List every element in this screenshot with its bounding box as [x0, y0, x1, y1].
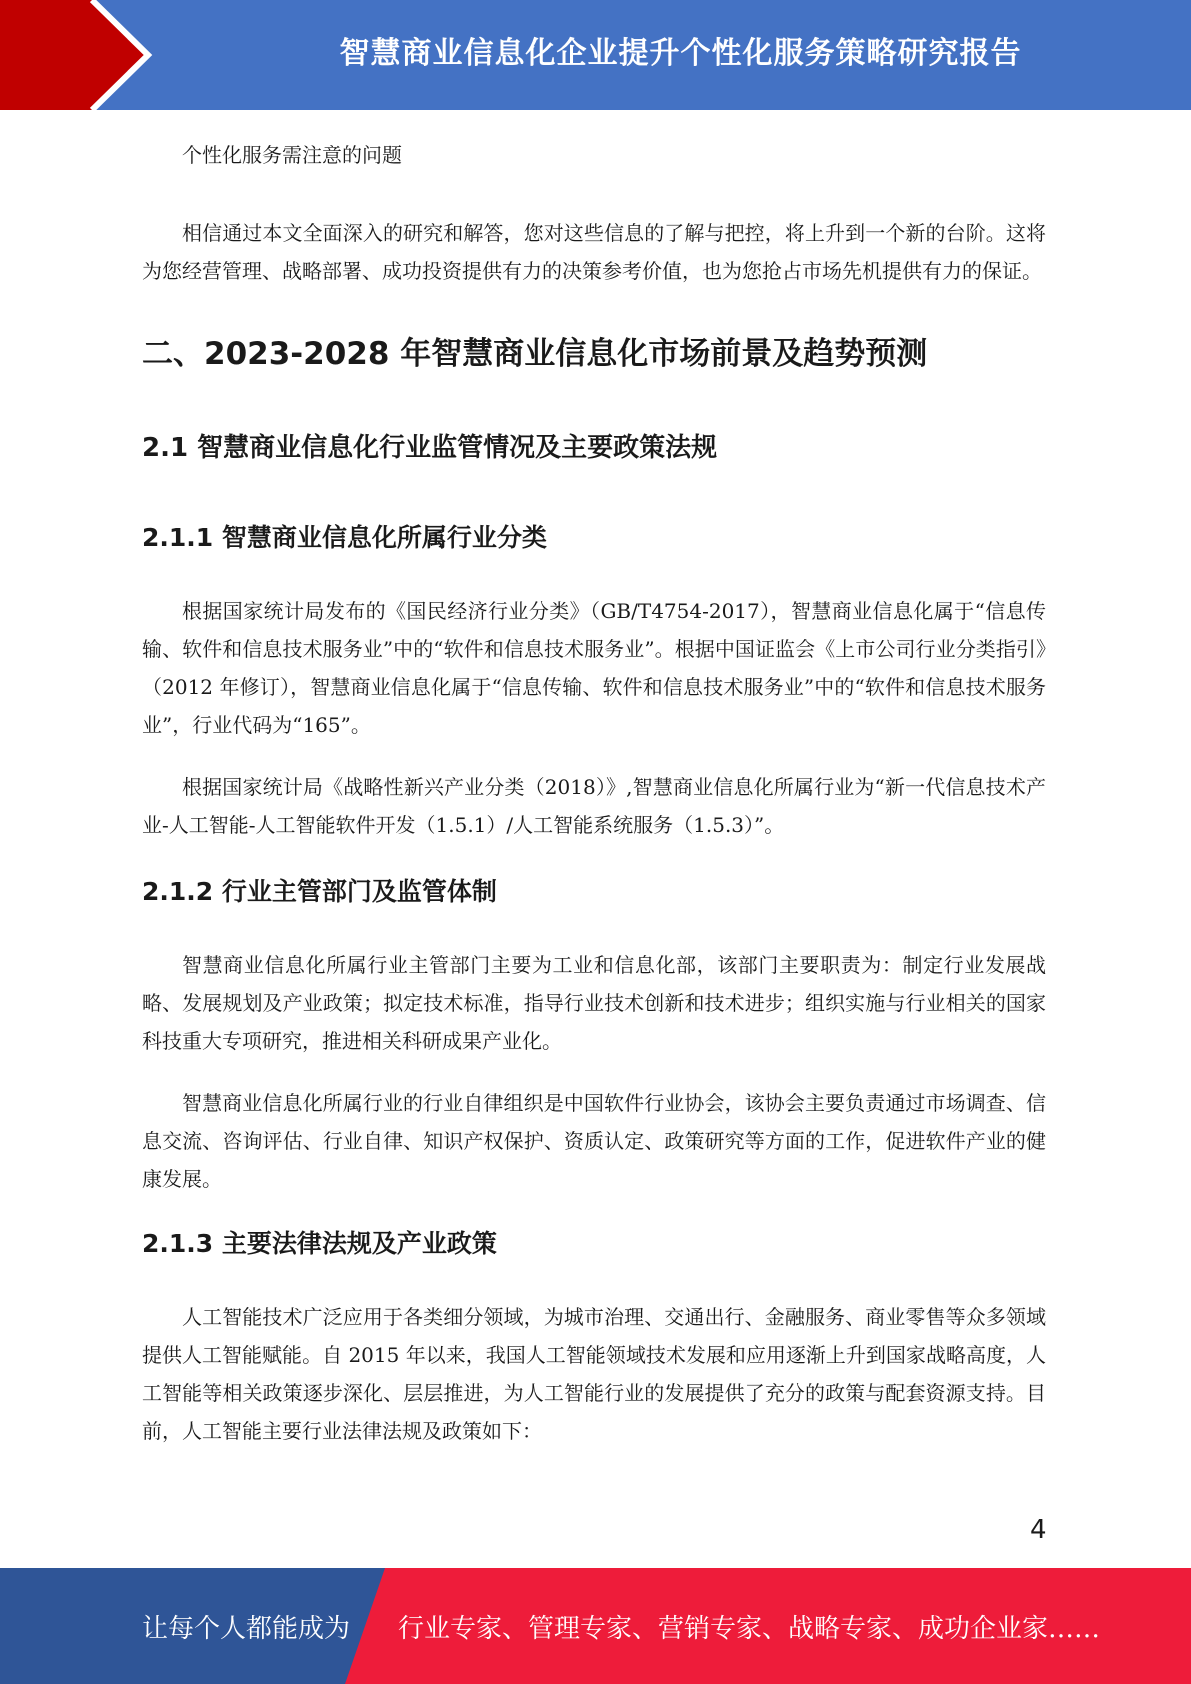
subsection-2-1-2-title: 2.1.2 行业主管部门及监管体制: [142, 877, 497, 906]
footer-banner: [0, 1568, 1191, 1684]
intro-line: 个性化服务需注意的问题: [182, 143, 402, 167]
subsection-2-1-3-title: 2.1.3 主要法律法规及产业政策: [142, 1229, 497, 1258]
header-banner: [0, 0, 1191, 110]
paragraph-2-1-2-a: 智慧商业信息化所属行业主管部门主要为工业和信息化部，该部门主要职责为：制定行业发展战略、发展规划及产业政策；拟定技术标准，指导行业技术创新和技术进步；组织实施与行业相关的国家科技重大专项研究，推进相关科研成果产业化。: [142, 953, 1046, 1053]
footer-slogan-right: 行业专家、管理专家、营销专家、战略专家、成功企业家……: [398, 1613, 1101, 1644]
subsection-2-1-title: 2.1 智慧商业信息化行业监管情况及主要政策法规: [142, 433, 718, 463]
subsection-2-1-1-title: 2.1.1 智慧商业信息化所属行业分类: [142, 523, 547, 552]
paragraph-2-1-3-a: 人工智能技术广泛应用于各类细分领域，为城市治理、交通出行、金融服务、商业零售等众多领域提供人工智能赋能。自 2015 年以来，我国人工智能领域技术发展和应用逐渐上升到国家战略高度，人工智能等相关政策逐步深化、层层推进，为人工智能行业的发展提供了充分的政策与配套资源支持。目前，人工智能主要行业法律法规及政策如下：: [142, 1305, 1046, 1443]
page-content: [142, 130, 1046, 1450]
paragraph-2-1-2-b: 智慧商业信息化所属行业的行业自律组织是中国软件行业协会，该协会主要负责通过市场调查、信息交流、咨询评估、行业自律、知识产权保护、资质认定、政策研究等方面的工作，促进软件产业的健康发展。: [142, 1091, 1046, 1191]
section-title: 二、2023-2028 年智慧商业信息化市场前景及趋势预测: [142, 336, 928, 372]
footer-slogan-left: 让每个人都能成为: [142, 1613, 351, 1644]
intro-paragraph: 相信通过本文全面深入的研究和解答，您对这些信息的了解与把控，将上升到一个新的台阶。这将为您经营管理、战略部署、成功投资提供有力的决策参考价值，也为您抢占市场先机提供有力的保证。: [142, 221, 1046, 283]
paragraph-2-1-1-a: 根据国家统计局发布的《国民经济行业分类》（GB/T4754-2017），智慧商业信息化属于“信息传输、软件和信息技术服务业”中的“软件和信息技术服务业”。根据中国证监会《上市公司行业分类指引》（2012 年修订），智慧商业信息化属于“信息传输、软件和信息技术服务业”中的“软件和信息技术服务业”，行业代码为“165”。: [142, 599, 1046, 737]
paragraph-2-1-1-b: 根据国家统计局《战略性新兴产业分类（2018）》,智慧商业信息化所属行业为“新一代信息技术产业-人工智能-人工智能软件开发（1.5.1）/人工智能系统服务（1.5.3）”。: [142, 775, 1046, 837]
page-number: 4: [1030, 1515, 1047, 1545]
report-title: 智慧商业信息化企业提升个性化服务策略研究报告: [339, 36, 1022, 71]
